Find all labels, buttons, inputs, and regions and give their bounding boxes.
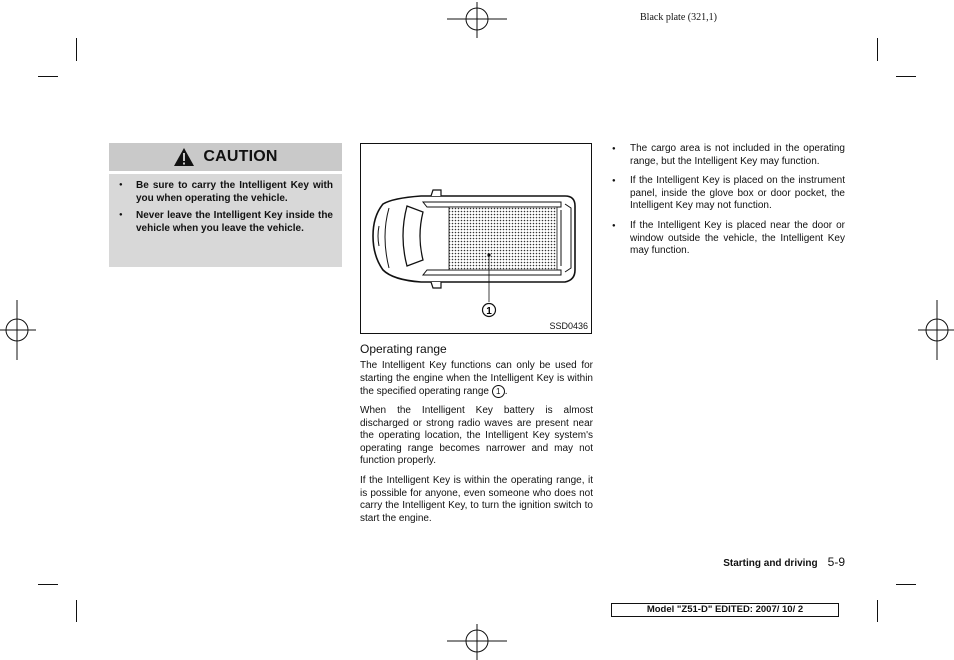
model-edit-box: Model "Z51-D" EDITED: 2007/ 10/ 2	[611, 603, 839, 617]
note-item: ● The cargo area is not included in the operating range, but the Intelligent Key may function.	[612, 143, 845, 168]
caution-list	[109, 174, 342, 235]
plate-label: Black plate (321,1)	[640, 12, 717, 23]
reference-callout: 1	[492, 385, 505, 398]
caution-header	[109, 143, 342, 171]
registration-mark-top	[447, 2, 507, 38]
caution-item: ● Be sure to carry the Intelligent Key with you when operating the vehicle.	[119, 179, 333, 205]
registration-mark-right	[918, 300, 954, 360]
callout-number: 1	[486, 306, 492, 317]
paragraph-text: If the Intelligent Key is within the operating range, it is possible for anyone, even someone who does not carry the Intelligent Key, to turn the ignition switch to start the engine.	[360, 475, 593, 524]
notes-list	[612, 143, 845, 265]
figure-label: SSD0436	[549, 321, 588, 331]
page-number: 5-9	[827, 555, 845, 569]
caution-item: ● Never leave the Intelligent Key inside the vehicle when you leave the vehicle.	[119, 209, 333, 235]
note-item: ● If the Intelligent Key is placed near the door or window outside the vehicle, the Intelligent Key may function.	[612, 220, 845, 258]
caution-title: CAUTION	[203, 148, 278, 165]
registration-mark-left	[0, 300, 36, 360]
registration-mark-bottom	[447, 624, 507, 660]
paragraph-end: .	[504, 386, 508, 398]
paragraph	[360, 475, 593, 525]
vehicle-top-view-illustration	[361, 144, 591, 333]
paragraph-text: The Intelligent Key functions can only be used for starting the engine when the Intelligent Key is within the specified operating range	[360, 360, 593, 398]
page-footer	[723, 555, 845, 569]
paragraph-text: When the Intelligent Key battery is almost discharged or strong radio waves are present near the operating location, the Intelligent Key system's operating range becomes narrower and may not function properly.	[360, 405, 593, 467]
warning-triangle-icon	[173, 147, 195, 167]
operating-range-heading: Operating range	[360, 342, 447, 356]
paragraph	[360, 405, 593, 468]
vehicle-operating-range-figure	[360, 143, 592, 334]
section-name: Starting and driving	[723, 558, 818, 569]
note-item: ● If the Intelligent Key is placed on the instrument panel, inside the glove box or door pocket, the Intelligent Key may not function.	[612, 175, 845, 213]
caution-body	[109, 174, 342, 267]
paragraph	[360, 360, 593, 399]
